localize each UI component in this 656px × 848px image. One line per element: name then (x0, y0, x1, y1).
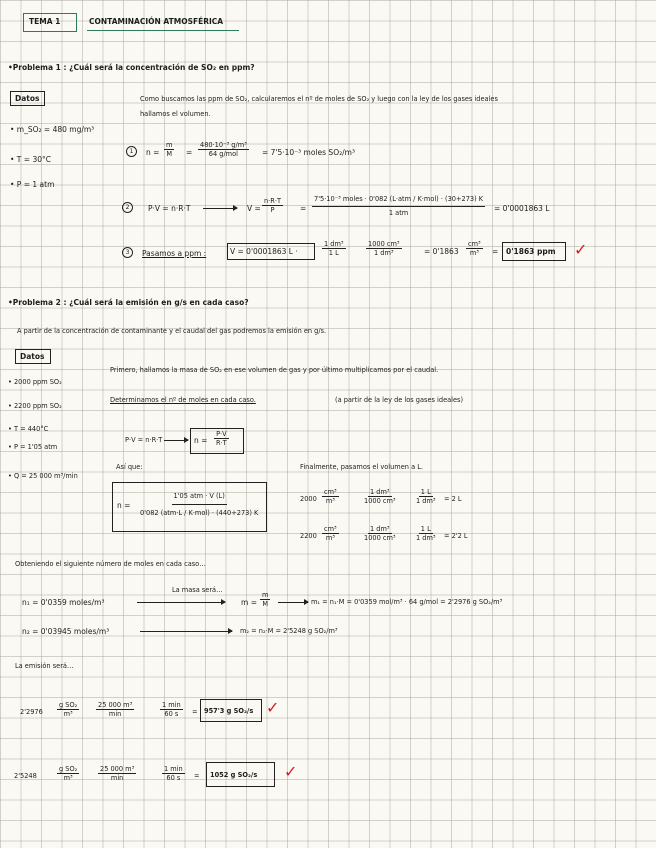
p2-determinamos: Determinamos el nº de moles en cada caso. (110, 396, 256, 404)
emission1-value: 2'2976 (20, 708, 43, 716)
data-item: • P = 1'05 atm (8, 443, 58, 451)
step3-frac-b: $\frac{\text{1000 cm³}}{\text{1 dm³}}$ (368, 240, 400, 257)
step-number: 2 (122, 202, 133, 213)
mass-1: m₁ = n₁·M = 0'0359 mol/m³ · 64 g/mol = 2'2976 g SO₂/m³ (311, 598, 503, 606)
step3-frac-a: $\frac{\text{1 dm³}}{1 L}$ (324, 240, 344, 257)
step3-volume: V = 0'0001863 L · (230, 247, 298, 256)
p2-determinamos-note: (a partir de la ley de los gases ideales) (335, 396, 464, 404)
step1-lhs: n = (146, 148, 160, 157)
emission2-frac-a: $\frac{\text{g SO₂}}{\text{m³}}$ (59, 765, 78, 782)
mass-formula-frac: $\frac{m}{M}$ (262, 591, 269, 608)
title-underline (87, 30, 239, 31)
data-item: • Q = 25 000 m³/min (8, 472, 78, 480)
p1-intro-line-2: hallamos el volumen. (140, 110, 211, 118)
step1-frac-values: 480·10⁻³ g/m³ 64 g/mol (200, 141, 247, 158)
arrow-icon (164, 440, 188, 441)
n-full-lhs: n = (117, 501, 131, 510)
conv2-result: = 2'2 L (444, 532, 468, 540)
datos-label-1: Datos (15, 94, 40, 103)
arrow-icon (278, 602, 308, 603)
step1-result: = 7'5·10⁻³ moles SO₂/m³ (262, 148, 355, 157)
datos-label-2: Datos (20, 352, 45, 361)
conv1-result: = 2 L (444, 495, 462, 503)
arrow-icon (140, 631, 232, 632)
n-formula-lhs: n = (194, 436, 208, 445)
asi-que: Así que: (116, 463, 143, 471)
emission2-frac-b: 25 000 m³ min (100, 765, 135, 782)
emission2-frac-c: 1 min 60 s (164, 765, 183, 782)
check-mark-icon: ✓ (574, 240, 588, 259)
data-item: • T = 30°C (10, 155, 51, 164)
step2-v: V = (247, 204, 261, 213)
emission1-frac-a: $\frac{\text{g SO₂}}{\text{m³}}$ (59, 701, 78, 718)
data-item: • m_SO₂ = 480 mg/m³ (10, 125, 95, 134)
answer-1: 0'1863 ppm (506, 247, 556, 256)
emission1-equals: = (192, 708, 198, 716)
n-full-frac: 1'05 atm · V (L) 0'082 (atm·L / K·mol) · (440+273) K (138, 488, 260, 521)
n-formula-frac: $\frac{P\cdot V}{R\cdot T}$ (216, 430, 227, 447)
p1-intro-line-1: Como buscamos las ppm de SO₂, calcularemos el nº de moles de SO₂ y luego con la ley de los gases ideales (140, 95, 498, 103)
data-item: • 2000 ppm SO₂ (8, 378, 62, 386)
conv1-frac-a: $\frac{\text{1 dm³}}{\text{1000 cm³}}$ (364, 488, 396, 505)
conv2-frac-a: $\frac{\text{1 dm³}}{\text{1000 cm³}}$ (364, 525, 396, 542)
tema-label: TEMA 1 (29, 17, 61, 26)
conv1-frac-b: $\frac{1 L}{\text{1 dm³}}$ (416, 488, 436, 505)
answer-2a: 957'3 g SO₂/s (204, 707, 254, 715)
arrow-label: La masa será… (172, 586, 223, 594)
check-mark-icon: ✓ (266, 698, 280, 717)
emission1-frac-c: 1 min 60 s (162, 701, 181, 718)
data-item: • P = 1 atm (10, 180, 55, 189)
emission2-value: 2'5248 (14, 772, 37, 780)
step2-lhs: P·V = n·R·T (148, 204, 191, 213)
step3-mid: = 0'1863 (424, 247, 459, 256)
problem-1-heading: •Problema 1 : ¿Cuál será la concentración de SO₂ en ppm? (8, 63, 255, 72)
step2-equals: = (300, 204, 307, 213)
step3-frac-c: $\frac{\text{cm³}}{\text{m³}}$ (468, 240, 481, 257)
problem-2-heading: •Problema 2 : ¿Cuál será la emisión en g/s en cada caso? (8, 298, 249, 307)
mass-formula-lhs: m = (241, 598, 257, 607)
step-number: 3 (122, 247, 133, 258)
finally-text: Finalmente, pasamos el volumen a L. (300, 463, 423, 471)
p2-intro: A partir de la concentración de contaminante y el caudal del gas podremos la emisión en g/s. (17, 327, 327, 335)
emission1-frac-b: 25 000 m³ min (98, 701, 133, 718)
step3-equals: = (492, 247, 499, 256)
p2-primero: Primero, hallamos la masa de SO₂ en ese volumen de gas y por último multiplicamos por el caudal. (110, 366, 439, 374)
mass-2: m₂ = n₂·M = 2'5248 g SO₂/m³ (240, 627, 338, 635)
conv2-frac-b: $\frac{1 L}{\text{1 dm³}}$ (416, 525, 436, 542)
conv1-unit: $\frac{\text{cm³}}{\text{m³}}$ (324, 488, 337, 505)
obtained-text: Obteniendo el siguiente número de moles en cada caso… (15, 560, 206, 568)
step2-frac-values: 7'5·10⁻³ moles · 0'082 (L·atm / K·mol) · (30+273) K 1 atm (314, 195, 484, 217)
ideal-gas-law: P·V = n·R·T (125, 436, 163, 444)
conv2-unit: $\frac{\text{cm³}}{\text{m³}}$ (324, 525, 337, 542)
page-title: CONTAMINACIÓN ATMOSFÉRICA (89, 17, 224, 26)
answer-2b: 1052 g SO₂/s (210, 771, 258, 779)
data-item: • 2200 ppm SO₂ (8, 402, 62, 410)
data-item: • T = 440°C (8, 425, 49, 433)
step1-equals: = (186, 148, 193, 157)
check-mark-icon: ✓ (284, 762, 298, 781)
step2-result: = 0'0001863 L (494, 204, 550, 213)
arrow-icon (203, 208, 237, 209)
step-number: 1 (126, 146, 137, 157)
step1-frac-m-M: $\frac{m}{M}$ (166, 141, 173, 158)
arrow-icon (137, 602, 225, 603)
step3-label: Pasamos a ppm : (142, 249, 207, 258)
conv1-value: 2000 (300, 495, 317, 503)
moles-2: n₂ = 0'03945 moles/m³ (22, 627, 110, 636)
step2-frac-formula: $\frac{n\cdot R\cdot T}{P}$ (264, 197, 281, 214)
conv2-value: 2200 (300, 532, 317, 540)
emission2-equals: = (194, 772, 200, 780)
emision-text: La emisión será… (15, 662, 74, 670)
moles-1: n₁ = 0'0359 moles/m³ (22, 598, 105, 607)
